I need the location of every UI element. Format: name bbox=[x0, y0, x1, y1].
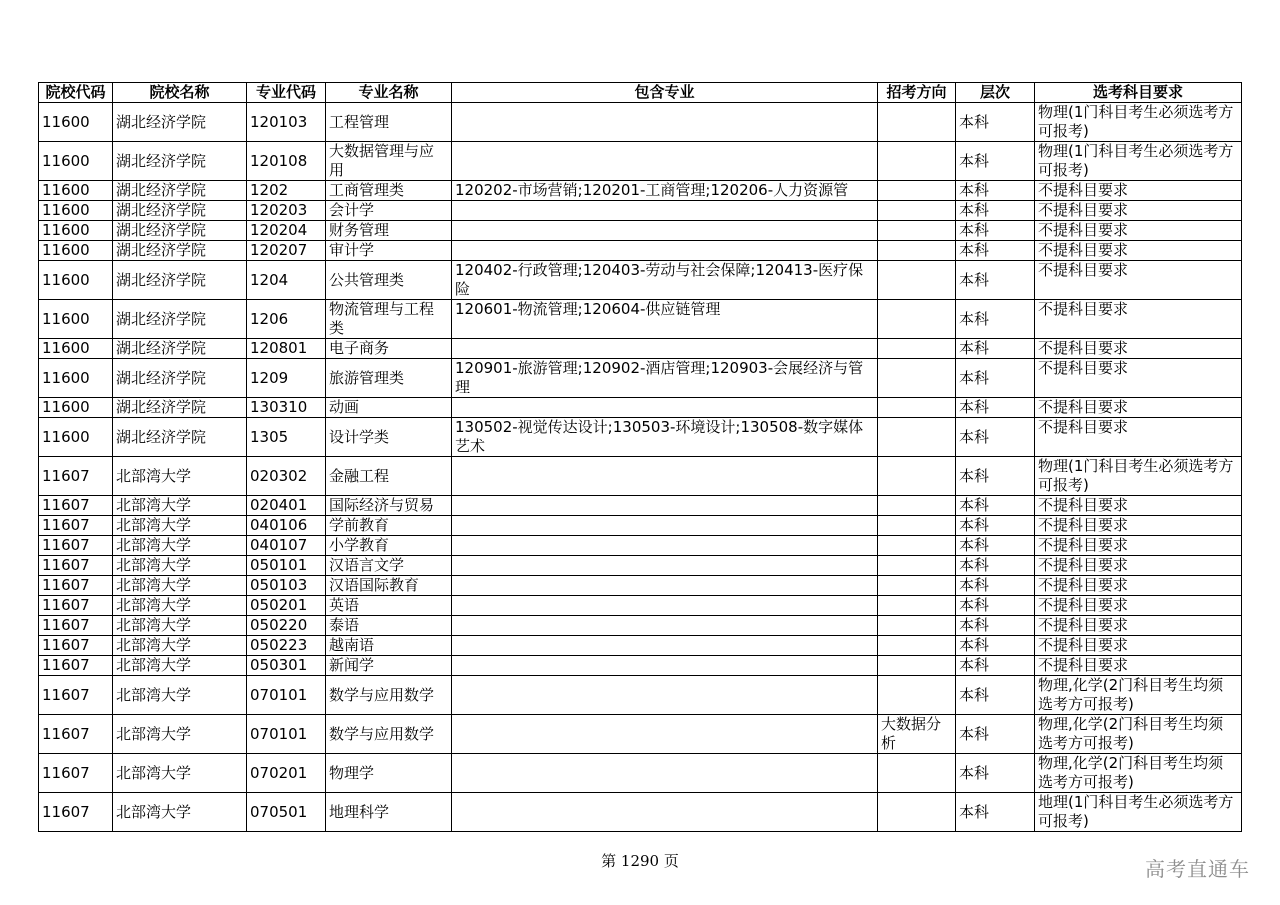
cell-school-code: 11600 bbox=[39, 359, 113, 398]
cell-major-name: 物理学 bbox=[326, 754, 452, 793]
cell-included-majors bbox=[452, 556, 878, 576]
cell-direction bbox=[878, 636, 956, 656]
cell-direction bbox=[878, 142, 956, 181]
cell-level: 本科 bbox=[956, 715, 1035, 754]
cell-subject-requirement: 不提科目要求 bbox=[1035, 616, 1242, 636]
cell-included-majors bbox=[452, 516, 878, 536]
cell-school-code: 11607 bbox=[39, 576, 113, 596]
cell-level: 本科 bbox=[956, 676, 1035, 715]
table-row bbox=[39, 516, 1242, 536]
cell-level: 本科 bbox=[956, 536, 1035, 556]
header-included-majors: 包含专业 bbox=[452, 83, 878, 103]
cell-major-name: 电子商务 bbox=[326, 339, 452, 359]
cell-school-code: 11600 bbox=[39, 181, 113, 201]
cell-major-name: 汉语言文学 bbox=[326, 556, 452, 576]
cell-level: 本科 bbox=[956, 201, 1035, 221]
table-row bbox=[39, 616, 1242, 636]
cell-major-name: 大数据管理与应用 bbox=[326, 142, 452, 181]
cell-school-name: 湖北经济学院 bbox=[113, 181, 247, 201]
cell-subject-requirement: 不提科目要求 bbox=[1035, 201, 1242, 221]
cell-school-code: 11607 bbox=[39, 656, 113, 676]
cell-major-name: 财务管理 bbox=[326, 221, 452, 241]
cell-subject-requirement: 不提科目要求 bbox=[1035, 636, 1242, 656]
cell-subject-requirement: 不提科目要求 bbox=[1035, 221, 1242, 241]
cell-major-name: 会计学 bbox=[326, 201, 452, 221]
cell-major-name: 金融工程 bbox=[326, 457, 452, 496]
cell-school-name: 湖北经济学院 bbox=[113, 359, 247, 398]
cell-school-code: 11600 bbox=[39, 241, 113, 261]
header-subject-requirement: 选考科目要求 bbox=[1035, 83, 1242, 103]
cell-school-code: 11600 bbox=[39, 201, 113, 221]
cell-included-majors bbox=[452, 676, 878, 715]
cell-major-code: 070501 bbox=[247, 793, 326, 832]
cell-subject-requirement: 不提科目要求 bbox=[1035, 398, 1242, 418]
cell-school-code: 11600 bbox=[39, 300, 113, 339]
cell-level: 本科 bbox=[956, 793, 1035, 832]
table-row bbox=[39, 418, 1242, 457]
cell-level: 本科 bbox=[956, 457, 1035, 496]
cell-school-name: 北部湾大学 bbox=[113, 616, 247, 636]
cell-major-name: 审计学 bbox=[326, 241, 452, 261]
cell-major-code: 050103 bbox=[247, 576, 326, 596]
cell-major-code: 050223 bbox=[247, 636, 326, 656]
cell-major-code: 1204 bbox=[247, 261, 326, 300]
cell-direction bbox=[878, 261, 956, 300]
cell-direction bbox=[878, 596, 956, 616]
cell-school-name: 北部湾大学 bbox=[113, 656, 247, 676]
cell-included-majors bbox=[452, 103, 878, 142]
cell-major-code: 120207 bbox=[247, 241, 326, 261]
cell-direction bbox=[878, 300, 956, 339]
cell-direction bbox=[878, 418, 956, 457]
header-direction: 招考方向 bbox=[878, 83, 956, 103]
cell-school-name: 湖北经济学院 bbox=[113, 300, 247, 339]
cell-school-name: 湖北经济学院 bbox=[113, 398, 247, 418]
table-row bbox=[39, 142, 1242, 181]
cell-major-name: 物流管理与工程类 bbox=[326, 300, 452, 339]
cell-major-code: 040106 bbox=[247, 516, 326, 536]
cell-level: 本科 bbox=[956, 241, 1035, 261]
cell-major-code: 020401 bbox=[247, 496, 326, 516]
cell-direction bbox=[878, 221, 956, 241]
cell-subject-requirement: 物理(1门科目考生必须选考方可报考) bbox=[1035, 142, 1242, 181]
header-major-name: 专业名称 bbox=[326, 83, 452, 103]
cell-major-code: 070101 bbox=[247, 676, 326, 715]
cell-included-majors bbox=[452, 496, 878, 516]
header-school-name: 院校名称 bbox=[113, 83, 247, 103]
cell-subject-requirement: 不提科目要求 bbox=[1035, 418, 1242, 457]
cell-school-code: 11607 bbox=[39, 715, 113, 754]
cell-direction bbox=[878, 181, 956, 201]
cell-direction bbox=[878, 398, 956, 418]
cell-school-name: 湖北经济学院 bbox=[113, 261, 247, 300]
table-row bbox=[39, 793, 1242, 832]
cell-subject-requirement: 物理(1门科目考生必须选考方可报考) bbox=[1035, 103, 1242, 142]
cell-subject-requirement: 不提科目要求 bbox=[1035, 181, 1242, 201]
cell-major-name: 旅游管理类 bbox=[326, 359, 452, 398]
cell-direction bbox=[878, 793, 956, 832]
cell-subject-requirement: 不提科目要求 bbox=[1035, 339, 1242, 359]
cell-major-code: 120203 bbox=[247, 201, 326, 221]
cell-school-name: 湖北经济学院 bbox=[113, 241, 247, 261]
cell-major-code: 070101 bbox=[247, 715, 326, 754]
cell-school-code: 11607 bbox=[39, 457, 113, 496]
cell-direction bbox=[878, 359, 956, 398]
cell-school-code: 11607 bbox=[39, 754, 113, 793]
cell-school-name: 湖北经济学院 bbox=[113, 339, 247, 359]
cell-major-name: 学前教育 bbox=[326, 516, 452, 536]
cell-major-name: 越南语 bbox=[326, 636, 452, 656]
cell-major-code: 050201 bbox=[247, 596, 326, 616]
cell-included-majors bbox=[452, 715, 878, 754]
cell-subject-requirement: 不提科目要求 bbox=[1035, 241, 1242, 261]
cell-school-code: 11607 bbox=[39, 496, 113, 516]
cell-major-name: 设计学类 bbox=[326, 418, 452, 457]
cell-school-code: 11600 bbox=[39, 103, 113, 142]
cell-level: 本科 bbox=[956, 636, 1035, 656]
table-body bbox=[39, 103, 1242, 832]
cell-subject-requirement: 不提科目要求 bbox=[1035, 516, 1242, 536]
cell-level: 本科 bbox=[956, 656, 1035, 676]
cell-included-majors: 120202-市场营销;120201-工商管理;120206-人力资源管 bbox=[452, 181, 878, 201]
cell-major-code: 1206 bbox=[247, 300, 326, 339]
cell-school-code: 11600 bbox=[39, 221, 113, 241]
cell-major-name: 英语 bbox=[326, 596, 452, 616]
cell-major-name: 国际经济与贸易 bbox=[326, 496, 452, 516]
cell-school-name: 北部湾大学 bbox=[113, 516, 247, 536]
cell-school-code: 11600 bbox=[39, 418, 113, 457]
cell-school-name: 北部湾大学 bbox=[113, 636, 247, 656]
table-row bbox=[39, 576, 1242, 596]
cell-major-name: 数学与应用数学 bbox=[326, 676, 452, 715]
cell-school-code: 11607 bbox=[39, 676, 113, 715]
cell-school-code: 11600 bbox=[39, 142, 113, 181]
cell-included-majors bbox=[452, 241, 878, 261]
cell-direction bbox=[878, 339, 956, 359]
cell-level: 本科 bbox=[956, 516, 1035, 536]
cell-major-name: 工商管理类 bbox=[326, 181, 452, 201]
cell-major-name: 动画 bbox=[326, 398, 452, 418]
cell-included-majors: 130502-视觉传达设计;130503-环境设计;130508-数字媒体艺术 bbox=[452, 418, 878, 457]
table-row bbox=[39, 261, 1242, 300]
cell-level: 本科 bbox=[956, 300, 1035, 339]
cell-included-majors bbox=[452, 201, 878, 221]
cell-major-code: 120103 bbox=[247, 103, 326, 142]
page-number: 第 1290 页 bbox=[601, 852, 679, 870]
cell-major-code: 050101 bbox=[247, 556, 326, 576]
cell-school-name: 北部湾大学 bbox=[113, 715, 247, 754]
cell-school-name: 北部湾大学 bbox=[113, 457, 247, 496]
cell-school-name: 湖北经济学院 bbox=[113, 142, 247, 181]
cell-level: 本科 bbox=[956, 398, 1035, 418]
cell-subject-requirement: 不提科目要求 bbox=[1035, 556, 1242, 576]
cell-level: 本科 bbox=[956, 221, 1035, 241]
cell-major-name: 地理科学 bbox=[326, 793, 452, 832]
cell-level: 本科 bbox=[956, 359, 1035, 398]
cell-major-name: 泰语 bbox=[326, 616, 452, 636]
cell-direction bbox=[878, 616, 956, 636]
cell-subject-requirement: 地理(1门科目考生必须选考方可报考) bbox=[1035, 793, 1242, 832]
table-row bbox=[39, 181, 1242, 201]
cell-subject-requirement: 不提科目要求 bbox=[1035, 300, 1242, 339]
cell-major-code: 1209 bbox=[247, 359, 326, 398]
table-row bbox=[39, 556, 1242, 576]
cell-included-majors bbox=[452, 576, 878, 596]
cell-major-name: 数学与应用数学 bbox=[326, 715, 452, 754]
cell-subject-requirement: 不提科目要求 bbox=[1035, 536, 1242, 556]
cell-direction bbox=[878, 516, 956, 536]
cell-included-majors: 120402-行政管理;120403-劳动与社会保障;120413-医疗保险 bbox=[452, 261, 878, 300]
cell-school-name: 北部湾大学 bbox=[113, 676, 247, 715]
cell-subject-requirement: 物理,化学(2门科目考生均须选考方可报考) bbox=[1035, 715, 1242, 754]
cell-subject-requirement: 不提科目要求 bbox=[1035, 261, 1242, 300]
cell-major-name: 工程管理 bbox=[326, 103, 452, 142]
cell-included-majors bbox=[452, 793, 878, 832]
cell-included-majors bbox=[452, 339, 878, 359]
table-row bbox=[39, 339, 1242, 359]
cell-included-majors bbox=[452, 398, 878, 418]
cell-school-name: 北部湾大学 bbox=[113, 536, 247, 556]
cell-direction bbox=[878, 656, 956, 676]
cell-level: 本科 bbox=[956, 576, 1035, 596]
cell-level: 本科 bbox=[956, 142, 1035, 181]
cell-level: 本科 bbox=[956, 556, 1035, 576]
cell-included-majors bbox=[452, 656, 878, 676]
cell-subject-requirement: 物理,化学(2门科目考生均须选考方可报考) bbox=[1035, 676, 1242, 715]
cell-school-name: 湖北经济学院 bbox=[113, 418, 247, 457]
cell-school-name: 北部湾大学 bbox=[113, 496, 247, 516]
cell-school-name: 北部湾大学 bbox=[113, 576, 247, 596]
cell-major-code: 040107 bbox=[247, 536, 326, 556]
cell-included-majors bbox=[452, 754, 878, 793]
cell-school-code: 11607 bbox=[39, 616, 113, 636]
cell-major-code: 050220 bbox=[247, 616, 326, 636]
header-level: 层次 bbox=[956, 83, 1035, 103]
cell-subject-requirement: 不提科目要求 bbox=[1035, 496, 1242, 516]
cell-direction bbox=[878, 457, 956, 496]
cell-major-code: 070201 bbox=[247, 754, 326, 793]
table-row bbox=[39, 398, 1242, 418]
table-row bbox=[39, 221, 1242, 241]
cell-school-code: 11607 bbox=[39, 516, 113, 536]
cell-direction bbox=[878, 536, 956, 556]
table-row bbox=[39, 241, 1242, 261]
cell-included-majors: 120901-旅游管理;120902-酒店管理;120903-会展经济与管理 bbox=[452, 359, 878, 398]
table-row bbox=[39, 201, 1242, 221]
cell-included-majors bbox=[452, 457, 878, 496]
cell-school-name: 北部湾大学 bbox=[113, 754, 247, 793]
cell-school-code: 11607 bbox=[39, 556, 113, 576]
cell-level: 本科 bbox=[956, 181, 1035, 201]
cell-major-code: 120204 bbox=[247, 221, 326, 241]
cell-subject-requirement: 不提科目要求 bbox=[1035, 576, 1242, 596]
cell-major-name: 公共管理类 bbox=[326, 261, 452, 300]
cell-level: 本科 bbox=[956, 616, 1035, 636]
cell-major-name: 小学教育 bbox=[326, 536, 452, 556]
cell-major-code: 120801 bbox=[247, 339, 326, 359]
cell-direction bbox=[878, 241, 956, 261]
cell-level: 本科 bbox=[956, 103, 1035, 142]
cell-school-name: 北部湾大学 bbox=[113, 556, 247, 576]
table-row bbox=[39, 359, 1242, 398]
cell-included-majors bbox=[452, 221, 878, 241]
table-row bbox=[39, 536, 1242, 556]
cell-included-majors bbox=[452, 536, 878, 556]
cell-level: 本科 bbox=[956, 339, 1035, 359]
cell-school-code: 11607 bbox=[39, 536, 113, 556]
cell-school-name: 湖北经济学院 bbox=[113, 221, 247, 241]
cell-direction bbox=[878, 496, 956, 516]
cell-direction bbox=[878, 103, 956, 142]
cell-major-code: 120108 bbox=[247, 142, 326, 181]
cell-direction bbox=[878, 754, 956, 793]
table-row bbox=[39, 636, 1242, 656]
cell-school-code: 11600 bbox=[39, 261, 113, 300]
cell-school-name: 湖北经济学院 bbox=[113, 201, 247, 221]
cell-school-code: 11607 bbox=[39, 793, 113, 832]
cell-level: 本科 bbox=[956, 496, 1035, 516]
table-row bbox=[39, 715, 1242, 754]
cell-major-code: 1305 bbox=[247, 418, 326, 457]
cell-school-code: 11607 bbox=[39, 596, 113, 616]
cell-subject-requirement: 物理(1门科目考生必须选考方可报考) bbox=[1035, 457, 1242, 496]
cell-level: 本科 bbox=[956, 261, 1035, 300]
cell-subject-requirement: 不提科目要求 bbox=[1035, 596, 1242, 616]
header-major-code: 专业代码 bbox=[247, 83, 326, 103]
cell-level: 本科 bbox=[956, 596, 1035, 616]
table-row bbox=[39, 103, 1242, 142]
cell-level: 本科 bbox=[956, 418, 1035, 457]
cell-direction: 大数据分析 bbox=[878, 715, 956, 754]
table-row bbox=[39, 656, 1242, 676]
cell-included-majors bbox=[452, 142, 878, 181]
admission-table bbox=[38, 82, 1242, 832]
watermark: 高考直通车 bbox=[1145, 857, 1250, 881]
cell-school-code: 11607 bbox=[39, 636, 113, 656]
cell-major-name: 汉语国际教育 bbox=[326, 576, 452, 596]
cell-direction bbox=[878, 201, 956, 221]
table-row bbox=[39, 457, 1242, 496]
cell-subject-requirement: 不提科目要求 bbox=[1035, 656, 1242, 676]
cell-level: 本科 bbox=[956, 754, 1035, 793]
cell-subject-requirement: 不提科目要求 bbox=[1035, 359, 1242, 398]
header-school-code: 院校代码 bbox=[39, 83, 113, 103]
table-row bbox=[39, 596, 1242, 616]
cell-school-name: 北部湾大学 bbox=[113, 793, 247, 832]
cell-major-code: 050301 bbox=[247, 656, 326, 676]
cell-included-majors: 120601-物流管理;120604-供应链管理 bbox=[452, 300, 878, 339]
table-row bbox=[39, 300, 1242, 339]
cell-school-code: 11600 bbox=[39, 339, 113, 359]
cell-major-code: 020302 bbox=[247, 457, 326, 496]
table-row bbox=[39, 676, 1242, 715]
cell-subject-requirement: 物理,化学(2门科目考生均须选考方可报考) bbox=[1035, 754, 1242, 793]
cell-major-code: 1202 bbox=[247, 181, 326, 201]
cell-school-name: 北部湾大学 bbox=[113, 596, 247, 616]
cell-major-name: 新闻学 bbox=[326, 656, 452, 676]
table-row bbox=[39, 754, 1242, 793]
cell-direction bbox=[878, 556, 956, 576]
cell-included-majors bbox=[452, 636, 878, 656]
cell-school-code: 11600 bbox=[39, 398, 113, 418]
cell-included-majors bbox=[452, 596, 878, 616]
header-row bbox=[39, 83, 1242, 103]
cell-direction bbox=[878, 676, 956, 715]
cell-direction bbox=[878, 576, 956, 596]
cell-included-majors bbox=[452, 616, 878, 636]
table-row bbox=[39, 496, 1242, 516]
cell-major-code: 130310 bbox=[247, 398, 326, 418]
cell-school-name: 湖北经济学院 bbox=[113, 103, 247, 142]
